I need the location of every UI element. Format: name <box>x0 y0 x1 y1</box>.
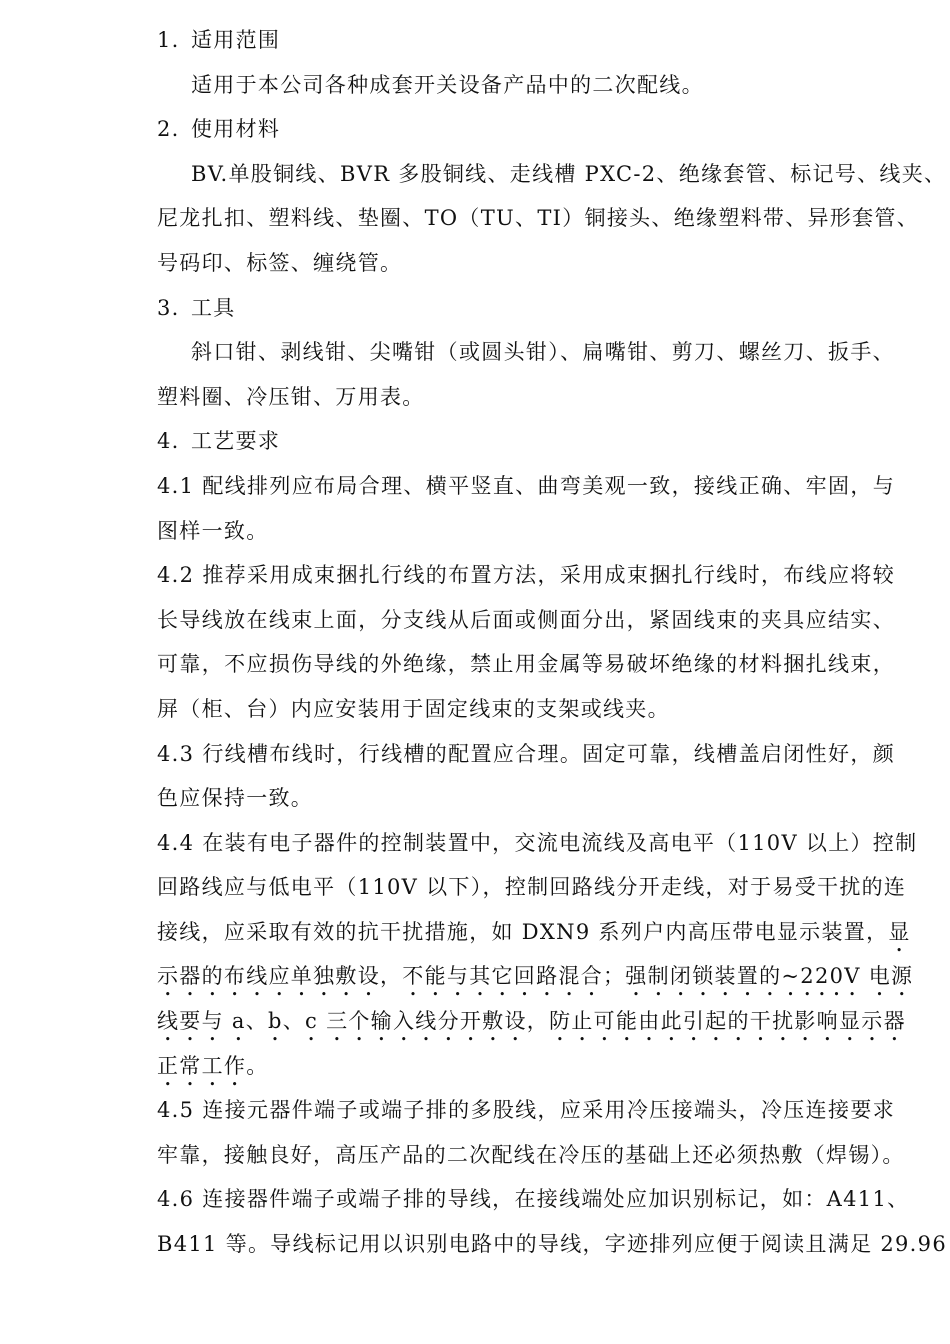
section-2-text-line: 尼龙扎扣、塑料线、垫圈、TO（TU、TI）铜接头、绝缘塑料带、异形套管、 <box>157 206 920 231</box>
section-2-text-line: BV.单股铜线、BVR 多股铜线、走线槽 PXC-2、绝缘套管、标记号、线夹、 <box>191 161 947 186</box>
section-2-number: 2. <box>157 117 180 142</box>
clause-4-2-line: 长导线放在线束上面，分支线从后面或侧面分出，紧固线束的夹具应结实、 <box>157 607 895 632</box>
clause-4-4-line: 回路线应与低电平（110V 以下），控制回路线分开走线，对于易受干扰的连 <box>157 875 907 900</box>
clause-4-2-line: 4.2 推荐采用成束捆扎行线的布置方法，采用成束捆扎行线时，布线应将较 <box>157 563 895 588</box>
clause-4-3-line: 色应保持一致。 <box>157 786 314 811</box>
document-page <box>157 18 947 1267</box>
section-4-heading <box>157 419 895 464</box>
section-1-heading <box>157 18 895 63</box>
clause-4-3-line: 4.3 行线槽布线时，行线槽的配置应合理。固定可靠，线槽盖启闭性好，颜 <box>157 741 895 766</box>
clause-4-2-line: 屏（柜、台）内应安装用于固定线束的支架或线夹。 <box>157 696 670 721</box>
section-4-number: 4. <box>157 429 180 454</box>
section-2-text-line: 号码印、标签、缠绕管。 <box>157 250 403 275</box>
section-4-title: 工艺要求 <box>191 429 281 454</box>
section-3-title: 工具 <box>191 295 236 320</box>
section-1-text: 适用于本公司各种成套开关设备产品中的二次配线。 <box>191 72 704 97</box>
clause-4-4-line <box>157 910 911 955</box>
clause-4-4-emphasis-line: 正常工作。 <box>157 1053 269 1078</box>
section-3-number: 3. <box>157 295 180 320</box>
clause-4-5-line: 牢靠，接触良好，高压产品的二次配线在冷压的基础上还必须热敷（焊锡）。 <box>157 1142 905 1167</box>
clause-4-2-line: 可靠，不应损伤导线的外绝缘，禁止用金属等易破坏绝缘的材料捆扎线束， <box>157 652 895 677</box>
clause-4-4-text: 接线，应采取有效的抗干扰措施，如 DXN9 系列户内高压带电显示装置， <box>157 919 889 944</box>
section-3-heading <box>157 286 895 331</box>
clause-4-6-line: 4.6 连接器件端子或端子排的导线，在接线端处应加识别标记，如：A411、 <box>157 1187 910 1212</box>
section-2-title: 使用材料 <box>191 117 281 142</box>
clause-4-6-line: B411 等。导线标记用以识别电路中的导线，字迹排列应便于阅读且满足 29.96 <box>157 1232 947 1257</box>
clause-4-4-line: 4.4 在装有电子器件的控制装置中，交流电流线及高电平（110V 以上）控制 <box>157 830 918 855</box>
clause-4-4-emphasis: 显 <box>888 919 911 944</box>
section-3-text-line: 塑料圈、冷压钳、万用表。 <box>157 384 425 409</box>
clause-4-1-line: 图样一致。 <box>157 518 269 543</box>
section-3-text-line: 斜口钳、剥线钳、尖嘴钳（或圆头钳）、扁嘴钳、剪刀、螺丝刀、扳手、 <box>191 340 895 365</box>
clause-4-4-emphasis-line: 示器的布线应单独敷设，不能与其它回路混合；强制闭锁装置的~220V 电源 <box>157 964 914 989</box>
clause-4-4-emphasis-line: 线要与 a、b、c 三个输入线分开敷设，防止可能由此引起的干扰影响显示器 <box>157 1009 906 1034</box>
section-1-title: 适用范围 <box>191 28 281 52</box>
clause-4-1-line: 4.1 配线排列应布局合理、横平竖直、曲弯美观一致，接线正确、牢固，与 <box>157 473 895 498</box>
section-1-number: 1. <box>157 28 180 52</box>
section-2-heading <box>157 107 895 152</box>
clause-4-5-line: 4.5 连接元器件端子或端子排的多股线，应采用冷压接端头，冷压连接要求 <box>157 1098 895 1123</box>
